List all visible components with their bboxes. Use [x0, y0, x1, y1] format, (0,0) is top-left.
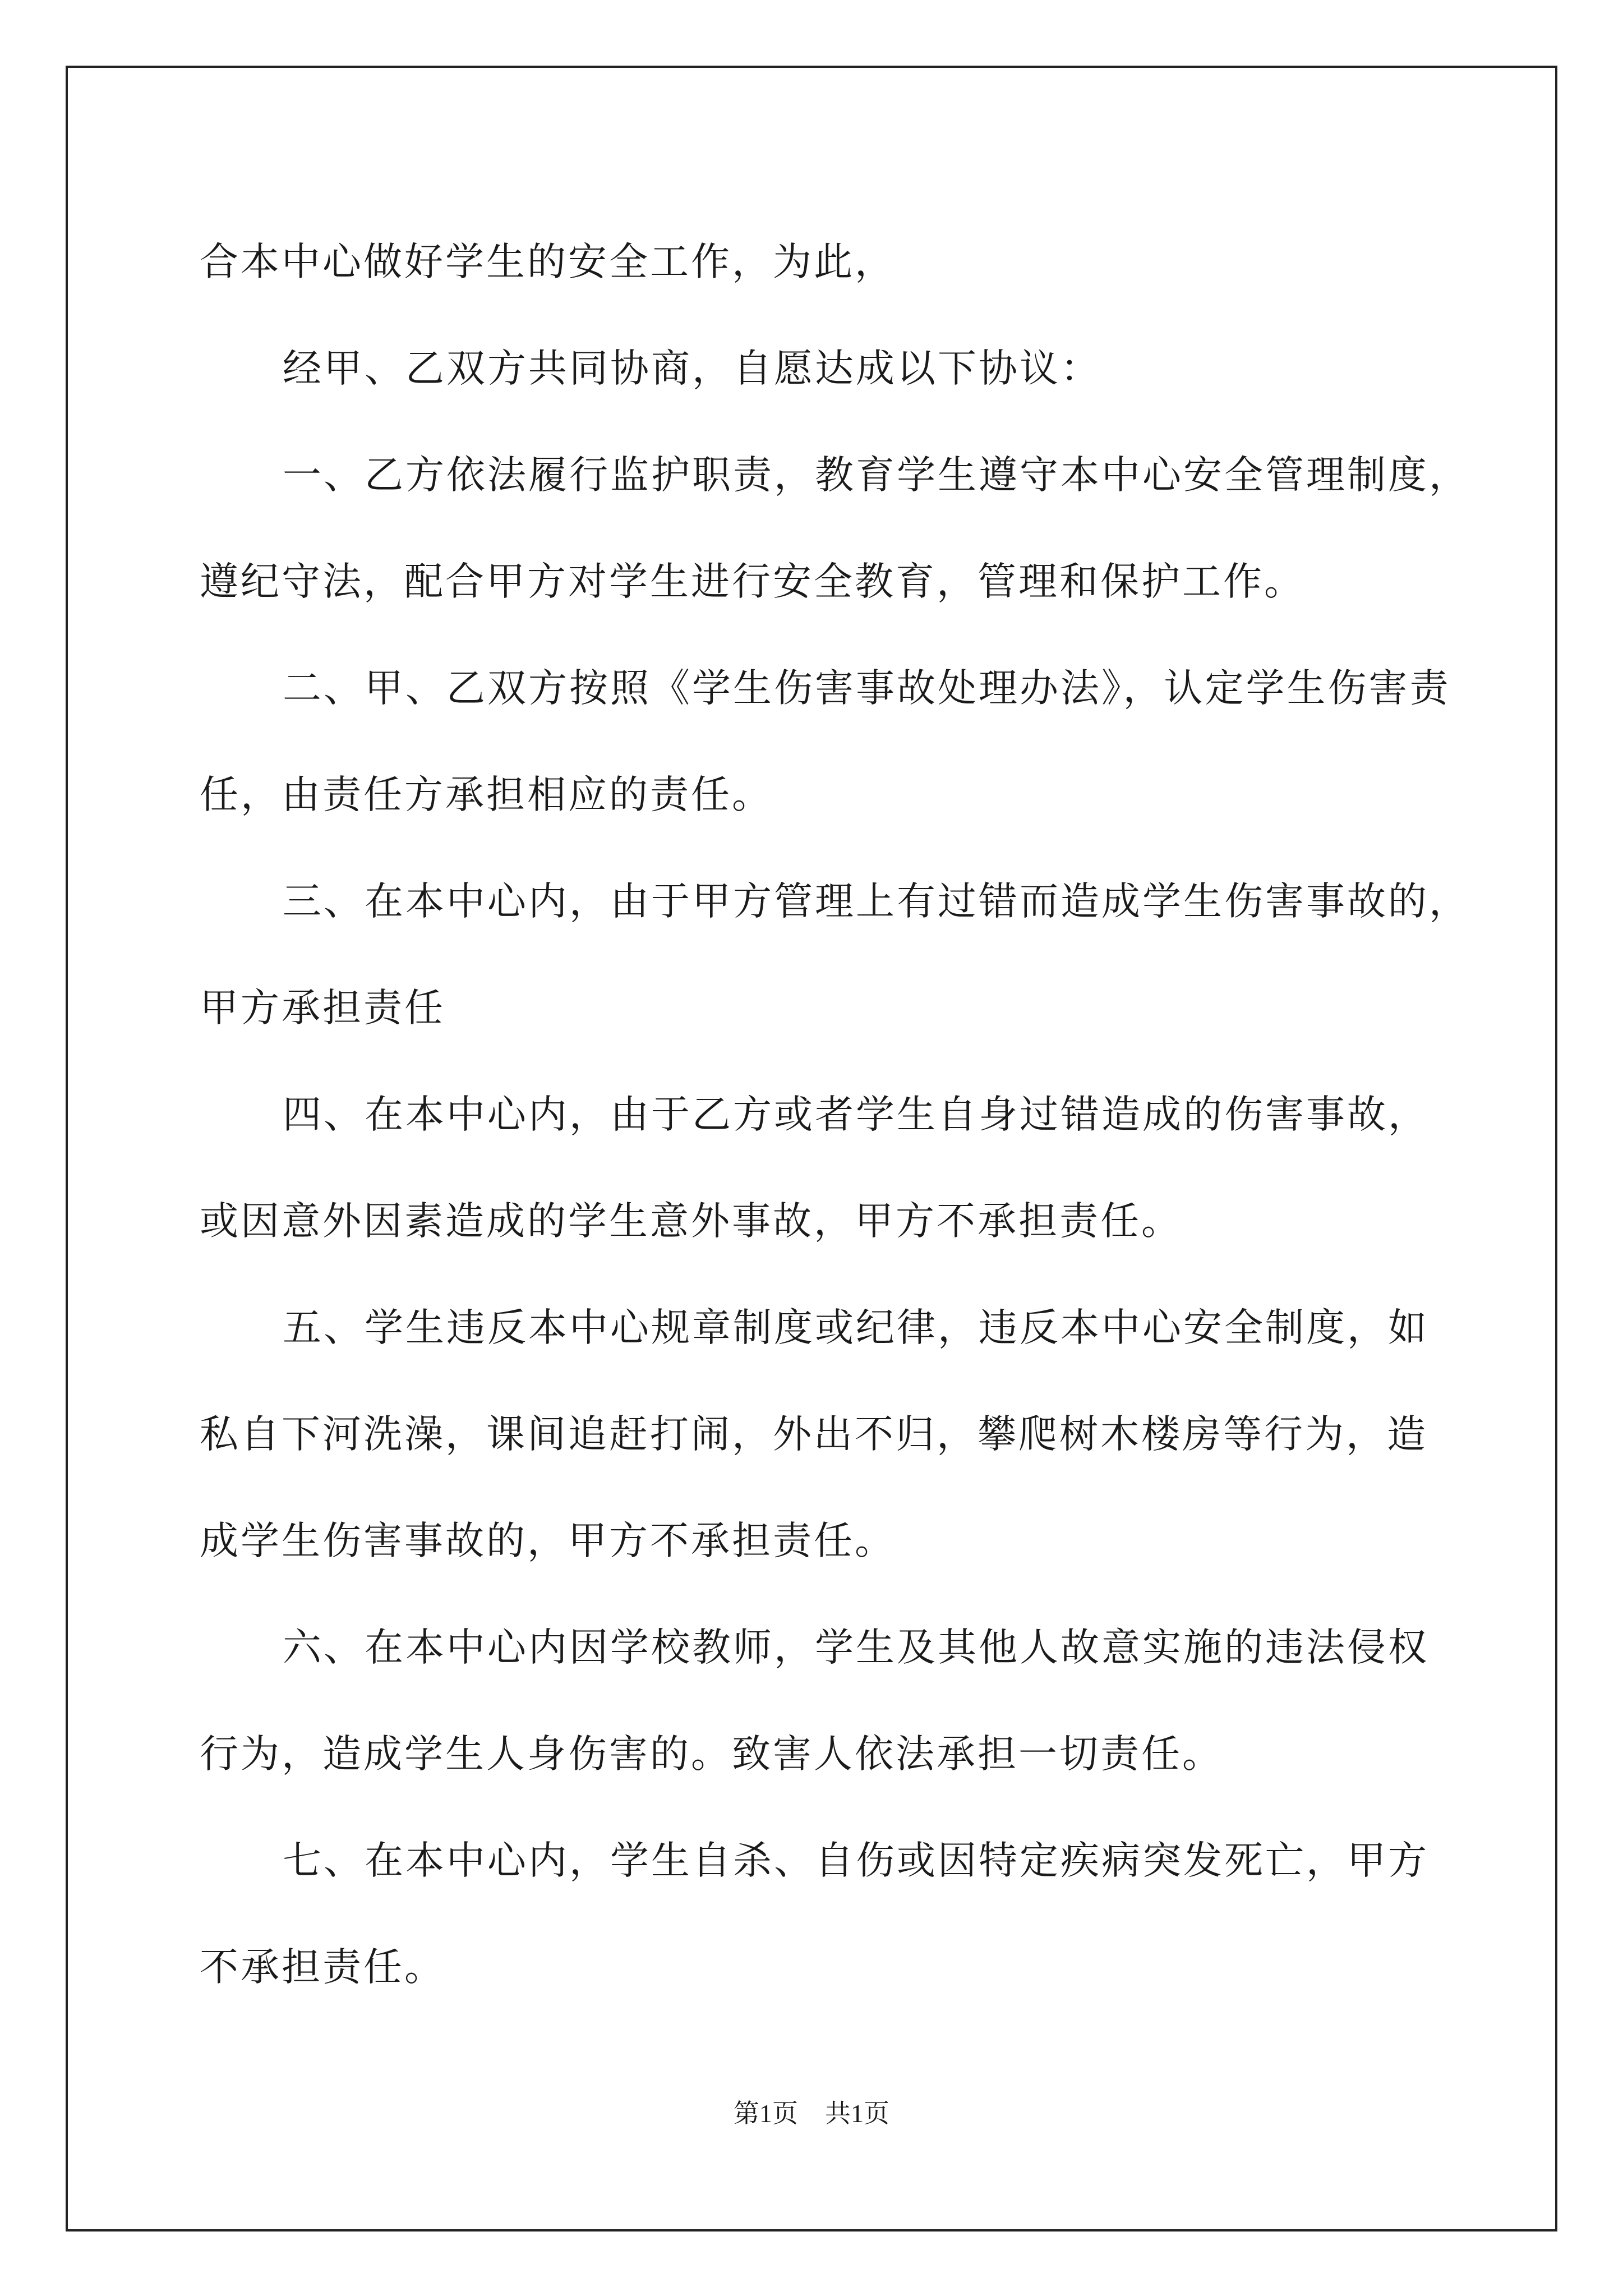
page-footer — [0, 2097, 1623, 2131]
text-line: 不承担责任。 — [200, 1945, 445, 1990]
text-line: 遵纪守法，配合甲方对学生进行安全教育，管理和保护工作。 — [200, 559, 1305, 604]
text-line: 五、学生违反本中心规章制度或纪律，违反本中心安全制度，如 — [283, 1305, 1429, 1350]
text-line: 成学生伤害事故的，甲方不承担责任。 — [200, 1519, 896, 1563]
text-line: 六、在本中心内因学校教师，学生及其他人故意实施的违法侵权 — [283, 1625, 1429, 1670]
text-line: 七、在本中心内，学生自杀、自伤或因特定疾病突发死亡，甲方 — [283, 1838, 1429, 1883]
text-line: 甲方承担责任 — [200, 986, 445, 1030]
text-line: 四、在本中心内，由于乙方或者学生自身过错造成的伤害事故， — [283, 1092, 1429, 1137]
text-line: 任，由责任方承担相应的责任。 — [200, 772, 773, 817]
text-line: 三、在本中心内，由于甲方管理上有过错而造成学生伤害事故的， — [283, 879, 1470, 924]
text-line: 私自下河洗澡，课间追赶打闹，外出不归，攀爬树木楼房等行为，造 — [200, 1412, 1428, 1457]
text-line: 二、甲、乙双方按照《学生伤害事故处理办法》，认定学生伤害责 — [283, 666, 1451, 711]
text-line: 经甲、乙双方共同协商，自愿达成以下协议： — [283, 346, 1101, 391]
page-number-total: 共1页 — [825, 2099, 889, 2128]
text-line: 或因意外因素造成的学生意外事故，甲方不承担责任。 — [200, 1199, 1182, 1244]
text-line: 一、乙方依法履行监护职责，教育学生遵守本中心安全管理制度， — [283, 453, 1470, 498]
text-line: 行为，造成学生人身伤害的。致害人依法承担一切责任。 — [200, 1732, 1223, 1777]
text-line: 合本中心做好学生的安全工作，为此， — [200, 240, 896, 284]
document-body — [200, 209, 1470, 2021]
page-number-current: 第1页 — [734, 2099, 798, 2128]
